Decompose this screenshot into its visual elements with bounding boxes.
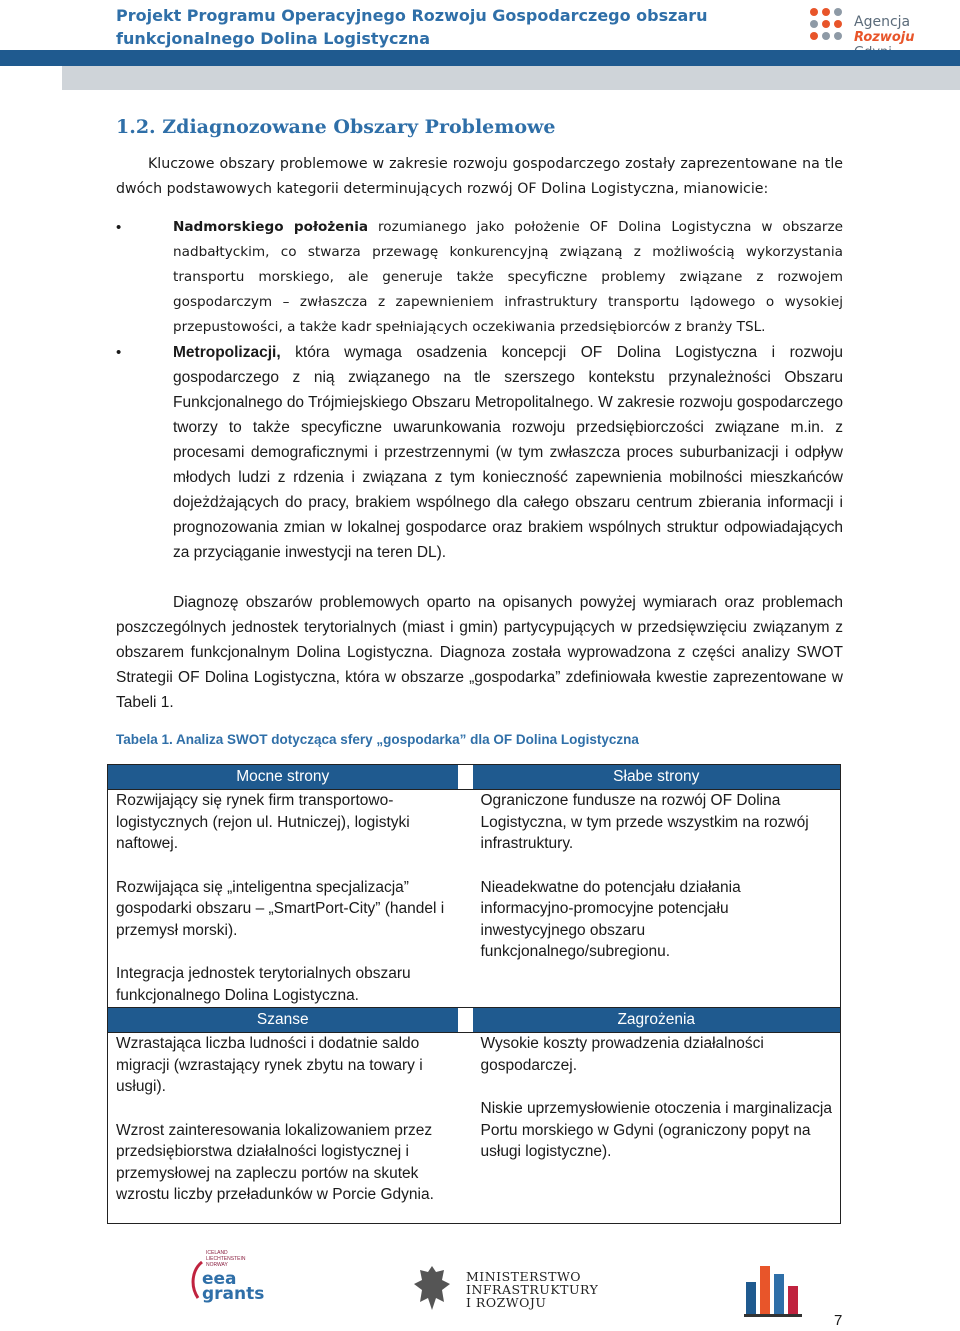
opportunities-cell — [108, 1033, 458, 1224]
eea-grants-logo — [188, 1250, 268, 1306]
header-title: Projekt Programu Operacyjnego Rozwoju Gospodarczego obszaru funkcjonalnego Dolina Logistyczna — [116, 6, 708, 48]
header-band-grey — [62, 66, 960, 90]
agency-logo-dots-icon — [806, 6, 850, 50]
bullet-item-coastal: Nadmorskiego położenia rozumianego jako położenie OF Dolina Logistyczna w obszarze nadbałtyckim, co stwarza przewagę konkurencyjną związaną z możliwością wykorzystania transportu morskiego, ale generuje także specyficzne problemy związane z rozwojem gospodarczym – zwłaszcza z zapewnieniem infrastruktury transportu lądowego o wysokiej przepustowości, a także kadr spełniających oczekiwania przedsiębiorców z branży TSL. — [173, 219, 843, 335]
strengths-header: Mocne strony — [108, 765, 458, 790]
intro-paragraph: Kluczowe obszary problemowe w zakresie rozwoju gospodarczego zostały zaprezentowane na tle dwóch podstawowych kategorii determinujących rozwój OF Dolina Logistyczna, mianowicie: — [116, 156, 843, 197]
ministry-name: MINISTERSTWO INFRASTRUKTURY I ROZWOJU — [466, 1269, 599, 1310]
opportunity-item: Wzrost zainteresowania lokalizowaniem przez przedsiębiorstwa działalności logistycznej i przemysłowej na zapleczu portów na skutek wzrostu liczby przeładunków w Porcie Gdynia. — [116, 1121, 434, 1203]
header-band — [0, 50, 960, 66]
eea-countries: ICELAND LIECHTENSTEIN NORWAY — [206, 1250, 246, 1268]
eea-wordmark: eea grants — [202, 1269, 265, 1304]
bullet-icon: • — [116, 219, 122, 236]
threat-item: Wysokie koszty prowadzenia działalności gospodarczej. — [480, 1035, 764, 1074]
threats-header: Zagrożenia — [473, 1008, 841, 1033]
opportunities-header: Szanse — [108, 1008, 458, 1033]
strength-item: Integracja jednostek terytorialnych obszaru funkcjonalnego Dolina Logistyczna. — [116, 965, 411, 1004]
threats-cell — [473, 1033, 841, 1224]
strength-item: Rozwijająca się „inteligentna specjalizacja” gospodarki obszaru – „SmartPort-City” (handel i przemysł morski). — [116, 878, 445, 939]
section-title: 1.2. Zdiagnozowane Obszary Problemowe — [116, 116, 556, 138]
agency-logo-line2: Rozwoju — [854, 30, 915, 45]
agency-logo-line1: Agencja — [854, 14, 911, 30]
page-number: 7 — [834, 1312, 843, 1329]
strength-item: Rozwijający się rynek firm transportowo-logistycznych (rejon ul. Hutniczej), logistyki naftowej. — [116, 792, 410, 852]
strengths-cell — [108, 790, 458, 1008]
bullet-item-metropolization: Metropolizacji, która wymaga osadzenia koncepcji OF Dolina Logistyczna i rozwoju gospodarczego z nią związanego na tle szerszego kontekstu przynależności Obszaru Funkcjonalnego do Trójmiejskiego Obszaru Metropolitalnego. W zakresie rozwoju gospodarczego tworzy to także specyficzne uwarunkowania rozwoju przedsiębiorczości związane m.in. z procesami demograficznymi i przestrzennymi (w tym zwłaszcza proces suburbanizacji i odpływ młodych ludzi z rdzenia i związana z tym konieczność zapewnienia mobilności mieszkańców dojeżdżających do pracy, brakiem wspólnego dla całego obszaru centrum zbierania informacji i prognozowania zmian w lokalnej gospodarce oraz brakiem wspólnych struktur odpowiadających za przyciąganie inwestycji na teren DL). — [173, 344, 843, 561]
weaknesses-header: Słabe strony — [473, 765, 841, 790]
weaknesses-cell — [473, 790, 841, 1008]
diagnosis-paragraph: Diagnozę obszarów problemowych oparto na opisanych powyżej wymiarach oraz problemach poszczególnych jednostek terytorialnych (miast i gmin) partycypujących w przedsięwzięciu związanym z obszarem funkcjonalnym Dolina Logistyczna. Diagnoza została wyprowadzona z części analizy SWOT Strategii OF Dolina Logistyczna, która w obszarze „gospodarka” zdefiniowała kwestie zaprezentowane w Tabeli 1. — [116, 594, 843, 711]
agency-logo — [806, 4, 956, 50]
bullet-icon: • — [116, 344, 122, 361]
table-caption: Tabela 1. Analiza SWOT dotycząca sfery „gospodarka” dla OF Dolina Logistyczna — [116, 732, 639, 747]
threat-item: Niskie uprzemysłowienie otoczenia i marginalizacja Portu morskiego w Gdyni (ograniczony popyt na usługi logistyczne). — [480, 1100, 832, 1160]
weakness-item: Nieadekwatne do potencjału działania informacyjno-promocyjne potencjału inwestycyjnego obszaru funkcjonalnego/subregionu. — [480, 878, 741, 960]
city-skyline-icon — [742, 1256, 806, 1318]
swot-table — [107, 764, 841, 1224]
opportunity-item: Wzrastająca liczba ludności i dodatnie saldo migracji (wzrastający rynek zbytu na towary i usługi). — [116, 1035, 423, 1095]
weakness-item: Ograniczone fundusze na rozwój OF Dolina Logistyczna, w tym przede wszystkim na rozwój infrastruktury. — [480, 792, 809, 852]
eagle-emblem-icon — [412, 1262, 452, 1314]
